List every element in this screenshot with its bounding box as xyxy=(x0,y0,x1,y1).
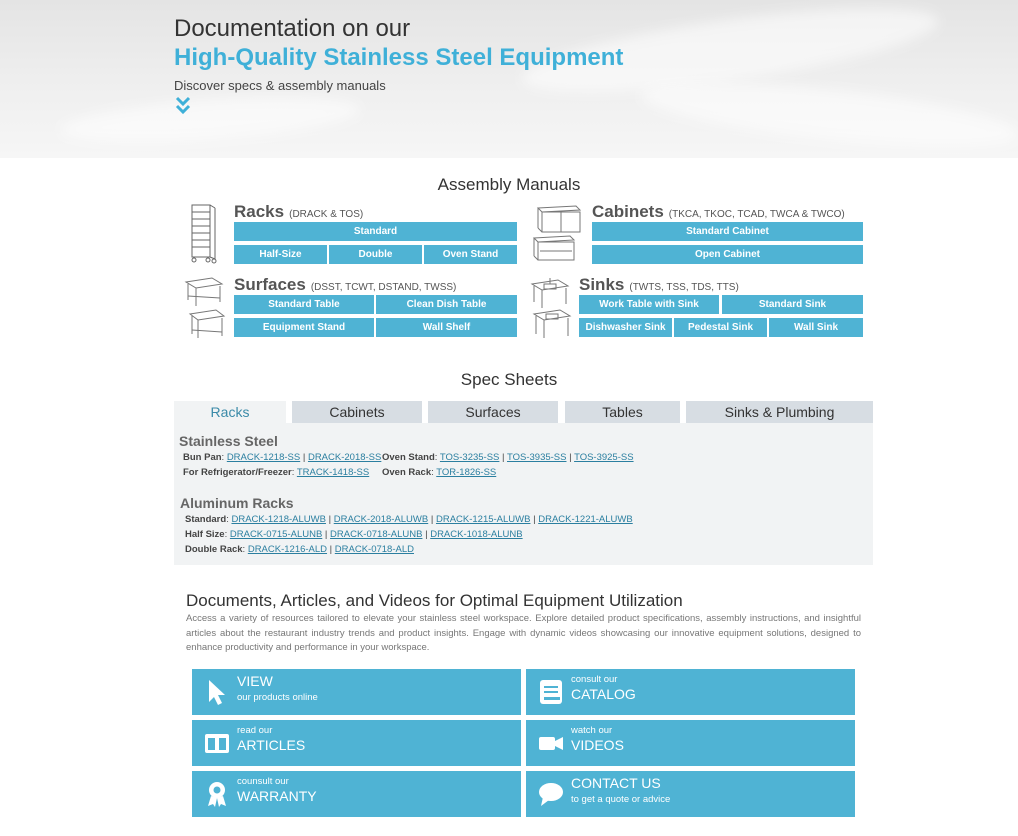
hero-banner xyxy=(0,0,1018,158)
aluminum-half-size-label: Half Size xyxy=(185,529,225,540)
docs-description: Access a variety of resources tailored to elevate your stainless steel workspace. Explore detailed product specifications, assembly instructions, and insightful articles about the restaurant industry trends and product insights. Engage with dynamic videos showcasing our innovative equipment solutions, designed to enhance productivity and performance in your workspace. xyxy=(186,613,861,653)
view-card-small-text: our products online xyxy=(237,692,318,703)
view-card-big-text: VIEW xyxy=(237,673,273,689)
cabinet-icon xyxy=(530,200,584,266)
spec-link[interactable]: DRACK-1221-ALUWB xyxy=(538,514,633,525)
spec-link[interactable]: TOS-3935-SS xyxy=(506,452,567,463)
hero-title-line2: High-Quality Stainless Steel Equipment xyxy=(174,44,624,71)
sinks-work-table-with-sink-button[interactable]: Work Table with Sink xyxy=(579,295,719,314)
aluminum-racks-heading: Aluminum Racks xyxy=(180,495,294,511)
sink-icon xyxy=(528,274,574,342)
surfaces-codes: (DSST, TCWT, DSTAND, TWSS) xyxy=(310,282,457,293)
spec-link[interactable]: TOR-1826-SS xyxy=(436,467,497,478)
oven-stand-spec-line: Oven Stand: TOS-3235-SS | TOS-3935-SS | TOS-3925-SS xyxy=(382,452,634,463)
spec-link[interactable]: DRACK-2018-SS xyxy=(307,452,382,463)
catalog-card-big-text: CATALOG xyxy=(571,686,636,702)
cabinets-standard-cabinet-button[interactable]: Standard Cabinet xyxy=(592,222,863,241)
sinks-codes: (TWTS, TSS, TDS, TTS) xyxy=(629,282,739,293)
spec-link[interactable]: TOS-3925-SS xyxy=(574,452,634,463)
surfaces-name: Surfaces xyxy=(234,275,306,294)
sinks-standard-sink-button[interactable]: Standard Sink xyxy=(722,295,863,314)
hero-subtitle: Discover specs & assembly manuals xyxy=(174,78,386,93)
videos-card[interactable] xyxy=(526,720,855,766)
catalog-card-small-text: consult our xyxy=(571,674,618,685)
articles-card-big-text: ARTICLES xyxy=(237,737,306,753)
surfaces-clean-dish-table-button[interactable]: Clean Dish Table xyxy=(376,295,517,314)
bun-pan-label: Bun Pan xyxy=(183,452,222,463)
cabinets-codes: (TKCA, TKOC, TCAD, TWCA & TWCO) xyxy=(668,209,845,220)
contact-card-big-text: CONTACT US xyxy=(571,775,661,791)
warranty-card-big-text: WARRANTY xyxy=(237,788,317,804)
docs-title: Documents, Articles, and Videos for Optimal Equipment Utilization xyxy=(186,591,683,610)
spec-link[interactable]: DRACK-1216-ALD xyxy=(247,544,328,555)
tab-racks[interactable]: Racks xyxy=(174,401,286,423)
aluminum-double-rack-spec-line: Double Rack: DRACK-1216-ALD | DRACK-0718-ALD xyxy=(185,544,414,555)
oven-rack-spec-line: Oven Rack: TOR-1826-SS xyxy=(382,467,497,478)
contact-us-card[interactable] xyxy=(526,771,855,817)
spec-link[interactable]: DRACK-1215-ALUWB xyxy=(435,514,531,525)
cabinets-heading xyxy=(592,202,845,222)
sinks-name: Sinks xyxy=(579,275,625,294)
cabinets-open-cabinet-button[interactable]: Open Cabinet xyxy=(592,245,863,264)
racks-codes: (DRACK & TOS) xyxy=(289,209,364,220)
oven-stand-label: Oven Stand xyxy=(382,452,435,463)
racks-name: Racks xyxy=(234,202,285,221)
double-chevron-down-icon[interactable] xyxy=(174,95,192,117)
spec-tabs xyxy=(174,401,873,423)
spec-link[interactable]: TOS-3235-SS xyxy=(439,452,500,463)
surfaces-heading xyxy=(234,275,456,295)
tab-surfaces[interactable]: Surfaces xyxy=(428,401,558,423)
spec-link[interactable]: DRACK-0718-ALD xyxy=(334,544,414,555)
racks-double-button[interactable]: Double xyxy=(329,245,422,264)
award-ribbon-icon xyxy=(204,780,230,808)
racks-oven-stand-button[interactable]: Oven Stand xyxy=(424,245,517,264)
aluminum-standard-spec-line: Standard: DRACK-1218-ALUWB | DRACK-2018-ALUWB | DRACK-1215-ALUWB | DRACK-1221-ALUWB xyxy=(185,514,633,525)
contact-card-small-text: to get a quote or advice xyxy=(571,794,671,805)
tab-cabinets[interactable]: Cabinets xyxy=(292,401,422,423)
surfaces-equipment-stand-button[interactable]: Equipment Stand xyxy=(234,318,374,337)
warranty-card[interactable] xyxy=(192,771,521,817)
surfaces-standard-table-button[interactable]: Standard Table xyxy=(234,295,374,314)
aluminum-standard-label: Standard xyxy=(185,514,227,525)
aluminum-half-size-spec-line: Half Size: DRACK-0715-ALUNB | DRACK-0718-ALUNB | DRACK-1018-ALUNB xyxy=(185,529,523,540)
aluminum-double-rack-label: Double Rack xyxy=(185,544,243,555)
videos-card-small-text: watch our xyxy=(571,725,613,736)
articles-card-small-text: read our xyxy=(237,725,273,736)
racks-half-size-button[interactable]: Half-Size xyxy=(234,245,327,264)
video-camera-icon xyxy=(538,729,564,757)
spec-link[interactable]: DRACK-1018-ALUNB xyxy=(430,529,523,540)
tab-tables[interactable]: Tables xyxy=(565,401,680,423)
tab-sinks-plumbing[interactable]: Sinks & Plumbing xyxy=(686,401,873,423)
surfaces-wall-shelf-button[interactable]: Wall Shelf xyxy=(376,318,517,337)
oven-rack-label: Oven Rack xyxy=(382,467,432,478)
racks-heading xyxy=(234,202,363,222)
spec-link[interactable]: TRACK-1418-SS xyxy=(296,467,370,478)
open-book-icon xyxy=(204,729,230,757)
fridge-spec-line: For Refrigerator/Freezer: TRACK-1418-SS xyxy=(183,467,370,478)
sinks-pedestal-sink-button[interactable]: Pedestal Sink xyxy=(674,318,767,337)
racks-standard-button[interactable]: Standard xyxy=(234,222,517,241)
cabinets-name: Cabinets xyxy=(592,202,664,221)
fridge-label: For Refrigerator/Freezer xyxy=(183,467,292,478)
spec-link[interactable]: DRACK-1218-SS xyxy=(226,452,301,463)
hero-background-streak xyxy=(638,70,1018,158)
surface-table-icon xyxy=(182,274,228,342)
bun-pan-spec-line: Bun Pan: DRACK-1218-SS | DRACK-2018-SS xyxy=(183,452,382,463)
spec-sheets-title: Spec Sheets xyxy=(460,370,558,389)
spec-tab-panel-racks xyxy=(174,423,873,565)
articles-card[interactable] xyxy=(192,720,521,766)
book-icon xyxy=(538,678,564,706)
spec-link[interactable]: DRACK-0718-ALUNB xyxy=(330,529,423,540)
stainless-steel-heading: Stainless Steel xyxy=(179,433,278,449)
hero-title-line1: Documentation on our xyxy=(174,15,411,42)
spec-link[interactable]: DRACK-2018-ALUWB xyxy=(333,514,429,525)
chat-bubble-icon xyxy=(538,780,564,808)
sinks-heading xyxy=(579,275,739,295)
sinks-dishwasher-sink-button[interactable]: Dishwasher Sink xyxy=(579,318,672,337)
spec-link[interactable]: DRACK-0715-ALUNB xyxy=(229,529,323,540)
warranty-card-small-text: counsult our xyxy=(237,776,289,787)
spec-link[interactable]: DRACK-1218-ALUWB xyxy=(231,514,326,525)
videos-card-big-text: VIDEOS xyxy=(571,737,624,753)
assembly-manuals-title: Assembly Manuals xyxy=(437,175,581,194)
sinks-wall-sink-button[interactable]: Wall Sink xyxy=(769,318,863,337)
rack-icon xyxy=(186,202,218,264)
view-products-card[interactable] xyxy=(192,669,521,715)
catalog-card[interactable] xyxy=(526,669,855,715)
cursor-arrow-icon xyxy=(204,678,230,706)
